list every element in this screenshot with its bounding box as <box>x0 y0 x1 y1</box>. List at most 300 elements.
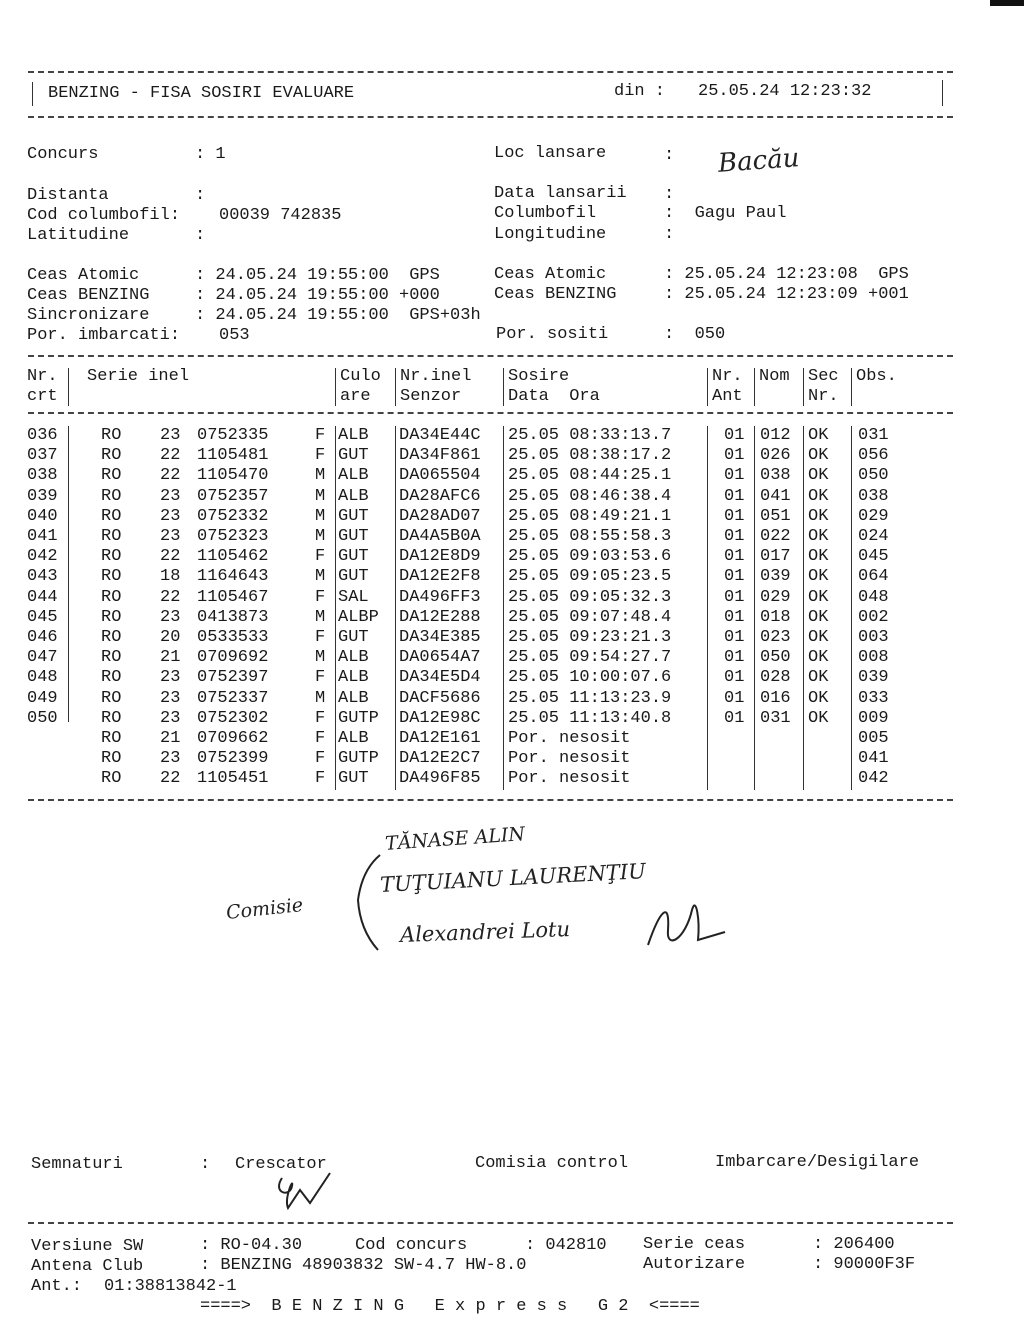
cell-an: 20 <box>160 628 181 647</box>
cod-concurs-value: : 042810 <box>525 1236 607 1255</box>
header-nr: Nr. <box>27 367 58 386</box>
cell-sex: F <box>315 749 326 769</box>
cell-sec: OK <box>808 668 829 688</box>
concurs-label: Concurs <box>27 145 99 164</box>
cell-nom: 017 <box>760 547 791 567</box>
cell-obs: 005 <box>858 729 889 748</box>
cell-inel: 0752397 <box>197 668 269 688</box>
cell-senzor: DA4A5B0A <box>399 527 481 546</box>
cell-culoare: GUT <box>338 506 369 526</box>
cell-culoare: GUT <box>338 527 369 546</box>
cell-inel: 0752335 <box>197 426 269 445</box>
signatures-comisia: Comisia control <box>475 1154 629 1173</box>
header-nr-ant: Nr. <box>712 367 743 386</box>
header-data-ora: Data Ora <box>508 387 600 406</box>
cell-obs: 064 <box>858 567 889 587</box>
cell-tara: RO <box>101 567 122 587</box>
cell-sex: M <box>315 506 326 526</box>
cell-culoare: GUT <box>338 628 369 647</box>
cell-nr: 039 <box>27 486 58 506</box>
handwritten-name-3: Alexandrei Lotu <box>399 917 571 947</box>
table-row <box>0 729 1024 749</box>
cell-nr: 040 <box>27 506 58 526</box>
cell-senzor: DACF5686 <box>399 688 481 708</box>
cell-an: 23 <box>160 749 181 769</box>
table-row <box>0 466 1024 486</box>
cell-obs: 038 <box>858 486 889 506</box>
table-row <box>0 608 1024 628</box>
cell-ant: 01 <box>724 527 745 546</box>
cell-nom: 041 <box>760 486 791 506</box>
cell-ant: 01 <box>724 708 745 728</box>
hsep-5 <box>707 368 708 406</box>
table-row <box>0 446 1024 466</box>
cell-obs: 039 <box>858 668 889 688</box>
cell-ant: 01 <box>724 587 745 607</box>
cell-sex: F <box>315 769 326 789</box>
header-nom: Nom <box>759 367 790 386</box>
signature-crescator <box>270 1168 340 1218</box>
cell-sex: F <box>315 708 326 728</box>
cell-tara: RO <box>101 506 122 526</box>
cell-an: 23 <box>160 527 181 546</box>
cell-nr: 043 <box>27 567 58 587</box>
cell-sosire: 25.05 09:05:23.5 <box>508 567 672 587</box>
ceas-atomic-right-value: : 25.05.24 12:23:08 GPS <box>664 265 909 284</box>
cell-tara: RO <box>101 668 122 688</box>
cell-tara: RO <box>101 466 122 486</box>
cell-culoare: ALB <box>338 668 369 688</box>
cell-sosire: 25.05 08:44:25.1 <box>508 466 672 486</box>
cell-obs: 048 <box>858 587 889 607</box>
latitudine-value: : <box>195 226 206 245</box>
cell-an: 22 <box>160 446 181 466</box>
ceas-benzing-left-value: : 24.05.24 19:55:00 +000 <box>195 286 440 305</box>
longitudine-label: Longitudine <box>494 225 607 244</box>
cell-sec: OK <box>808 688 829 708</box>
cell-culoare: GUT <box>338 547 369 567</box>
cell-ant: 01 <box>724 688 745 708</box>
cell-ant: 01 <box>724 466 745 486</box>
antena-label: Antena Club <box>31 1257 144 1276</box>
cell-obs: 002 <box>858 607 889 627</box>
signatures-label: Semnaturi <box>31 1155 123 1174</box>
cell-obs: 024 <box>858 527 889 546</box>
cell-obs: 009 <box>858 708 889 728</box>
cell-an: 22 <box>160 547 181 567</box>
cell-sec: OK <box>808 527 829 546</box>
cell-culoare: GUT <box>338 446 369 466</box>
scan-edge-mark <box>990 0 1024 6</box>
cell-tara: RO <box>101 688 122 708</box>
por-sositi-value: : 050 <box>664 325 726 344</box>
columbofil-value: : Gagu Paul <box>664 204 787 223</box>
cell-an: 22 <box>160 769 181 789</box>
cell-ant: 01 <box>724 547 745 567</box>
cell-senzor: DA34E385 <box>399 628 481 647</box>
longitudine-value: : <box>664 225 675 244</box>
cell-nr: 046 <box>27 628 58 647</box>
ant-label: Ant.: <box>31 1277 83 1296</box>
cell-inel: 1105470 <box>197 466 269 486</box>
antena-value: : BENZING 48903832 SW-4.7 HW-8.0 <box>200 1256 527 1275</box>
table-row <box>0 487 1024 507</box>
cell-an: 21 <box>160 729 181 748</box>
header-sec-nr: Nr. <box>808 387 839 406</box>
cell-sex: F <box>315 446 326 466</box>
versiune-label: Versiune SW <box>31 1237 144 1256</box>
table-row <box>0 689 1024 709</box>
cell-inel: 0709662 <box>197 729 269 748</box>
ant-value: 01:38813842-1 <box>104 1277 237 1296</box>
cell-culoare: GUTP <box>338 708 379 728</box>
cell-sex: M <box>315 688 326 708</box>
hsep-2 <box>335 368 336 406</box>
cell-sex: F <box>315 729 326 748</box>
date-label: din : <box>614 82 666 101</box>
cell-culoare: ALB <box>338 466 369 486</box>
cod-columbofil-label: Cod columbofil: <box>27 206 181 225</box>
data-lansarii-value: : <box>664 185 675 204</box>
header-serie-inel: Serie inel <box>87 367 190 386</box>
cell-tara: RO <box>101 547 122 567</box>
cell-sec: OK <box>808 587 829 607</box>
header-sosire: Sosire <box>508 367 570 386</box>
cell-sosire: 25.05 09:23:21.3 <box>508 628 672 647</box>
cell-culoare: ALB <box>338 648 369 668</box>
cell-nr: 047 <box>27 648 58 668</box>
cell-obs: 008 <box>858 648 889 668</box>
cell-sec: OK <box>808 506 829 526</box>
cell-inel: 0752323 <box>197 527 269 546</box>
cell-nom: 016 <box>760 688 791 708</box>
table-header-rule <box>28 412 953 414</box>
cell-inel: 0533533 <box>197 628 269 647</box>
cell-culoare: SAL <box>338 587 369 607</box>
brace-mark <box>350 850 390 960</box>
header-ant: Ant <box>712 387 743 406</box>
cell-an: 23 <box>160 426 181 445</box>
cell-nom: 018 <box>760 607 791 627</box>
signatures-crescator: Crescator <box>235 1155 327 1174</box>
ceas-atomic-left-value: : 24.05.24 19:55:00 GPS <box>195 266 440 285</box>
cell-tara: RO <box>101 527 122 546</box>
cell-sosire: 25.05 08:46:38.4 <box>508 486 672 506</box>
cell-ant: 01 <box>724 486 745 506</box>
cell-ant: 01 <box>724 506 745 526</box>
cell-culoare: ALB <box>338 729 369 748</box>
cell-an: 23 <box>160 668 181 688</box>
cell-tara: RO <box>101 628 122 647</box>
cell-nr: 045 <box>27 607 58 627</box>
cell-nom: 050 <box>760 648 791 668</box>
cell-nom: 031 <box>760 708 791 728</box>
table-top-rule <box>28 355 953 357</box>
hsep-7 <box>803 368 804 406</box>
ceas-benzing-right-value: : 25.05.24 12:23:09 +001 <box>664 285 909 304</box>
cell-obs: 029 <box>858 506 889 526</box>
cell-inel: 0752337 <box>197 688 269 708</box>
header-sec: Sec <box>808 367 839 386</box>
header-crt: crt <box>27 387 58 406</box>
cell-sosire: 25.05 09:54:27.7 <box>508 648 672 668</box>
concurs-value: : 1 <box>195 145 226 164</box>
cod-concurs-label: Cod concurs <box>355 1236 468 1255</box>
cell-sex: F <box>315 628 326 647</box>
loc-lansare-label: Loc lansare <box>494 144 607 163</box>
cell-inel: 0752399 <box>197 749 269 769</box>
cell-sex: M <box>315 466 326 486</box>
footer-top-rule <box>28 1222 953 1224</box>
cell-senzor: DA34E44C <box>399 426 481 445</box>
cell-tara: RO <box>101 648 122 668</box>
handwritten-name-1: TĂNASE ALIN <box>384 823 526 855</box>
cell-obs: 050 <box>858 466 889 486</box>
cell-culoare: ALB <box>338 426 369 445</box>
cell-inel: 1164643 <box>197 567 269 587</box>
cell-obs: 003 <box>858 628 889 647</box>
cell-sex: F <box>315 547 326 567</box>
cell-culoare: ALB <box>338 486 369 506</box>
table-row <box>0 709 1024 729</box>
header-top-rule <box>28 71 953 73</box>
cell-sosire: 25.05 09:03:53.6 <box>508 547 672 567</box>
cell-ant: 01 <box>724 607 745 627</box>
cell-sosire: 25.05 11:13:40.8 <box>508 708 672 728</box>
cell-tara: RO <box>101 749 122 769</box>
cell-sosire: Por. nesosit <box>508 769 631 789</box>
cell-an: 21 <box>160 648 181 668</box>
cell-culoare: GUTP <box>338 749 379 769</box>
cell-sec: OK <box>808 547 829 567</box>
cell-ant: 01 <box>724 426 745 445</box>
sincronizare-value: : 24.05.24 19:55:00 GPS+03h <box>195 306 481 325</box>
cell-senzor: DA12E288 <box>399 607 481 627</box>
header-bottom-rule <box>28 116 953 118</box>
hsep-4 <box>503 368 504 406</box>
header-nr-inel: Nr.inel <box>400 367 472 386</box>
ceas-benzing-left-label: Ceas BENZING <box>27 286 150 305</box>
cell-obs: 033 <box>858 688 889 708</box>
cell-senzor: DA12E98C <box>399 708 481 728</box>
cell-sex: F <box>315 668 326 688</box>
cell-ant: 01 <box>724 648 745 668</box>
cell-an: 18 <box>160 567 181 587</box>
cell-sec: OK <box>808 426 829 445</box>
cell-sec: OK <box>808 708 829 728</box>
table-row <box>0 588 1024 608</box>
cell-inel: 0752357 <box>197 486 269 506</box>
cell-sosire: 25.05 08:55:58.3 <box>508 527 672 546</box>
autorizare-label: Autorizare <box>643 1255 746 1274</box>
cell-an: 23 <box>160 607 181 627</box>
cell-nr: 042 <box>27 547 58 567</box>
ceas-atomic-left-label: Ceas Atomic <box>27 266 140 285</box>
cell-nr: 037 <box>27 446 58 466</box>
cell-senzor: DA28AFC6 <box>399 486 481 506</box>
serie-ceas-label: Serie ceas <box>643 1235 746 1254</box>
cell-tara: RO <box>101 769 122 789</box>
cell-nom: 026 <box>760 446 791 466</box>
cell-tara: RO <box>101 708 122 728</box>
cell-sosire: Por. nesosit <box>508 749 631 769</box>
cell-sosire: 25.05 08:33:13.7 <box>508 426 672 445</box>
cell-ant: 01 <box>724 446 745 466</box>
cell-nom: 022 <box>760 527 791 546</box>
por-imbarcati-label: Por. imbarcati: <box>27 326 181 345</box>
cell-sosire: 25.05 09:05:32.3 <box>508 587 672 607</box>
cell-nom: 023 <box>760 628 791 647</box>
cell-senzor: DA12E8D9 <box>399 547 481 567</box>
cell-sosire: 25.05 11:13:23.9 <box>508 688 672 708</box>
cell-sex: M <box>315 486 326 506</box>
cell-an: 23 <box>160 708 181 728</box>
cell-obs: 031 <box>858 426 889 445</box>
cell-nom: 039 <box>760 567 791 587</box>
cell-sex: M <box>315 607 326 627</box>
cell-senzor: DA065504 <box>399 466 481 486</box>
cell-nom: 038 <box>760 466 791 486</box>
cell-nr: 038 <box>27 466 58 486</box>
table-row <box>0 668 1024 688</box>
table-bottom-rule <box>28 799 953 801</box>
cell-nom: 051 <box>760 506 791 526</box>
cell-obs: 042 <box>858 769 889 789</box>
cell-sosire: 25.05 09:07:48.4 <box>508 607 672 627</box>
signatures-sep: : <box>200 1155 211 1174</box>
table-row <box>0 527 1024 547</box>
cell-an: 23 <box>160 486 181 506</box>
cell-ant: 01 <box>724 628 745 647</box>
cell-nr: 050 <box>27 708 58 728</box>
ceas-benzing-right-label: Ceas BENZING <box>494 285 617 304</box>
cell-sex: M <box>315 527 326 546</box>
table-row <box>0 547 1024 567</box>
cell-senzor: DA0654A7 <box>399 648 481 668</box>
header-culoare-2: are <box>340 387 371 406</box>
header-senzor: Senzor <box>400 387 462 406</box>
cell-culoare: ALB <box>338 688 369 708</box>
cell-inel: 0752302 <box>197 708 269 728</box>
cell-tara: RO <box>101 446 122 466</box>
cell-nr: 036 <box>27 426 58 445</box>
cell-ant: 01 <box>724 567 745 587</box>
cell-inel: 1105451 <box>197 769 269 789</box>
cell-an: 22 <box>160 466 181 486</box>
signatures-imbarcare: Imbarcare/Desigilare <box>715 1153 920 1172</box>
handwritten-name-2: TUŢUIANU LAURENŢIU <box>379 859 647 897</box>
cell-sosire: 25.05 08:49:21.1 <box>508 506 672 526</box>
cell-tara: RO <box>101 587 122 607</box>
cell-inel: 1105481 <box>197 446 269 466</box>
cell-culoare: GUT <box>338 769 369 789</box>
cell-sex: F <box>315 426 326 445</box>
cell-senzor: DA12E161 <box>399 729 481 748</box>
cell-sosire: 25.05 08:38:17.2 <box>508 446 672 466</box>
table-row <box>0 628 1024 648</box>
table-row <box>0 507 1024 527</box>
page-title: BENZING - FISA SOSIRI EVALUARE <box>48 84 355 103</box>
cell-nr: 041 <box>27 527 58 546</box>
cell-inel: 1105462 <box>197 547 269 567</box>
ceas-atomic-right-label: Ceas Atomic <box>494 265 607 284</box>
cell-sec: OK <box>808 446 829 466</box>
cell-an: 22 <box>160 587 181 607</box>
cell-nom: 029 <box>760 587 791 607</box>
cell-senzor: DA12E2F8 <box>399 567 481 587</box>
cell-sec: OK <box>808 486 829 506</box>
cell-nr: 048 <box>27 668 58 688</box>
cell-nr: 044 <box>27 587 58 607</box>
cell-tara: RO <box>101 426 122 445</box>
latitudine-label: Latitudine <box>27 226 130 245</box>
cell-senzor: DA496F85 <box>399 769 481 789</box>
serie-ceas-value: : 206400 <box>813 1235 895 1254</box>
cell-an: 23 <box>160 688 181 708</box>
cell-senzor: DA28AD07 <box>399 506 481 526</box>
header-right-border <box>942 80 943 106</box>
por-sositi-label: Por. sositi <box>496 325 609 344</box>
cell-senzor: DA34E5D4 <box>399 668 481 688</box>
loc-lansare-handwritten: Bacău <box>717 143 801 179</box>
table-row <box>0 648 1024 668</box>
table-row <box>0 426 1024 446</box>
cell-nom: 012 <box>760 426 791 445</box>
cell-culoare: ALBP <box>338 607 379 627</box>
cell-inel: 0413873 <box>197 607 269 627</box>
cell-senzor: DA496FF3 <box>399 587 481 607</box>
hsep-1 <box>68 368 69 406</box>
table-row <box>0 749 1024 769</box>
cell-ant: 01 <box>724 668 745 688</box>
cell-obs: 056 <box>858 446 889 466</box>
handwritten-comisie: Comisie <box>225 894 305 924</box>
cell-an: 23 <box>160 506 181 526</box>
header-culoare: Culo <box>340 367 381 386</box>
data-lansarii-label: Data lansarii <box>494 184 627 203</box>
cell-sosire: 25.05 10:00:07.6 <box>508 668 672 688</box>
cell-inel: 1105467 <box>197 587 269 607</box>
cell-tara: RO <box>101 729 122 748</box>
signature-commission <box>640 890 730 955</box>
cell-sex: M <box>315 567 326 587</box>
date-value: 25.05.24 12:23:32 <box>698 82 872 101</box>
cell-sec: OK <box>808 567 829 587</box>
cell-inel: 0709692 <box>197 648 269 668</box>
cell-sex: M <box>315 648 326 668</box>
cell-senzor: DA34F861 <box>399 446 481 466</box>
loc-lansare-sep: : <box>664 146 675 165</box>
cell-obs: 041 <box>858 749 889 769</box>
cell-sec: OK <box>808 648 829 668</box>
hsep-6 <box>754 368 755 406</box>
cell-tara: RO <box>101 486 122 506</box>
cell-nom: 028 <box>760 668 791 688</box>
cell-senzor: DA12E2C7 <box>399 749 481 769</box>
columbofil-label: Columbofil <box>494 204 597 223</box>
distanta-value: : <box>195 186 206 205</box>
cod-columbofil-value: 00039 742835 <box>219 206 342 225</box>
versiune-value: : RO-04.30 <box>200 1236 303 1255</box>
table-row <box>0 769 1024 789</box>
brand-line: ====> B E N Z I N G E x p r e s s G 2 <==== <box>200 1297 700 1316</box>
hsep-3 <box>395 368 396 406</box>
hsep-8 <box>851 368 852 406</box>
cell-culoare: GUT <box>338 567 369 587</box>
header-obs: Obs. <box>856 367 897 386</box>
sincronizare-label: Sincronizare <box>27 306 150 325</box>
autorizare-value: : 90000F3F <box>813 1255 916 1274</box>
